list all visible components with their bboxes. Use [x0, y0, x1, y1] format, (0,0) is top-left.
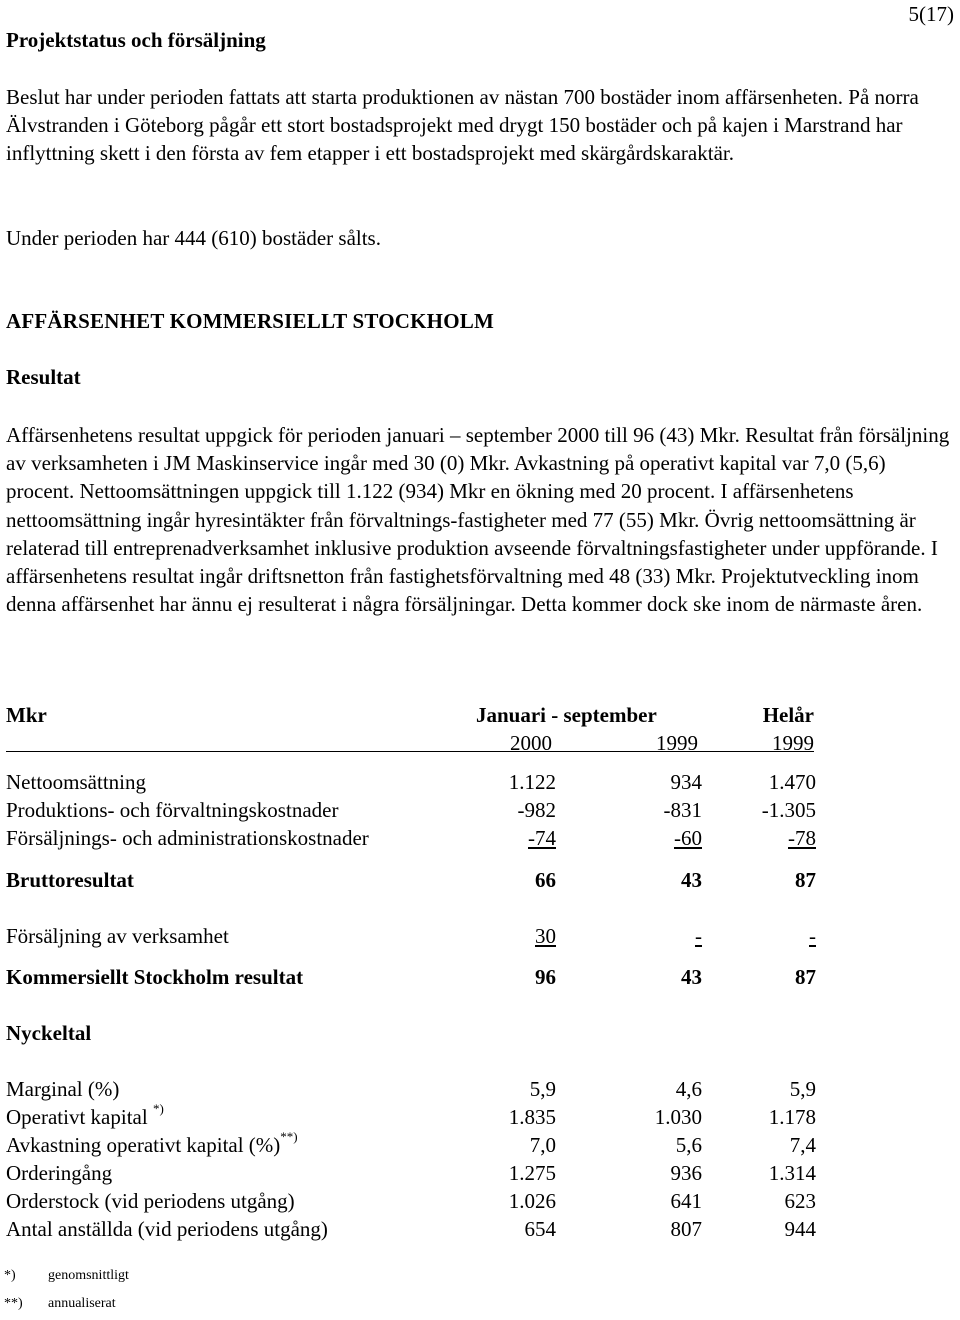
row-value: 66 [535, 868, 556, 892]
row-label: Försäljning av verksamhet [6, 924, 229, 948]
table-header-year-2: 1999 [656, 731, 698, 755]
row-value: 5,9 [789, 1077, 816, 1101]
heading-main: Projektstatus och försäljning [6, 28, 266, 52]
table-header-full-year: Helår [762, 703, 814, 727]
table-header-year-3: 1999 [772, 731, 814, 755]
row-label: Orderstock (vid periodens utgång) [6, 1189, 295, 1213]
row-label: Antal anställda (vid periodens utgång) [6, 1217, 328, 1241]
footnote-mark: **) [4, 1296, 23, 1311]
key-figure-row [6, 1217, 816, 1245]
row-value: 5,9 [529, 1077, 556, 1101]
row-value: 1.122 [508, 770, 556, 794]
footnote-text: genomsnittligt [48, 1268, 129, 1283]
row-value: - [809, 924, 816, 948]
row-value: 43 [681, 965, 702, 989]
table-row [6, 798, 816, 826]
footnote-ref: *) [152, 1101, 164, 1116]
row-value: 934 [670, 770, 702, 794]
page-number: 5(17) [908, 2, 954, 26]
row-value: 944 [784, 1217, 816, 1241]
row-label: Orderingång [6, 1161, 113, 1185]
row-value: 43 [681, 868, 702, 892]
row-value: -74 [528, 826, 556, 850]
row-value: 654 [524, 1217, 556, 1241]
row-value: 7,4 [789, 1133, 816, 1157]
footnote [4, 1296, 116, 1312]
row-value: 1.030 [654, 1105, 702, 1129]
table-header-year-1: 2000 [510, 731, 552, 755]
footnote-ref: **) [280, 1129, 298, 1144]
table-header-unit: Mkr [6, 703, 47, 727]
table-row-total [6, 868, 816, 896]
row-value: 87 [795, 965, 816, 989]
table-header-period: Januari - september [476, 703, 657, 727]
row-value: 87 [795, 868, 816, 892]
table-row [6, 770, 816, 798]
row-label: Marginal (%) [6, 1077, 120, 1101]
row-value: 96 [535, 965, 556, 989]
key-figures-heading [6, 1021, 816, 1049]
paragraph-sales: Under perioden har 444 (610) bostäder sålts. [6, 226, 381, 250]
row-value: 1.275 [508, 1161, 556, 1185]
row-label: Produktions- och förvaltningskostnader [6, 798, 339, 822]
paragraph-intro: Beslut har under perioden fattats att starta produktionen av nästan 700 bostäder inom affärsenheten. På norra Älvstranden i Göteborg pågår ett stort bostadsprojekt med drygt 150 bostäder och på kajen i Marstrand har inflyttning skett i den första av fem etapper i ett bostadsprojekt med skärgårdskaraktär. [6, 85, 919, 166]
row-value: 5,6 [675, 1133, 702, 1157]
row-label [6, 1129, 298, 1158]
section-heading: AFFÄRSENHET KOMMERSIELLT STOCKHOLM [6, 309, 494, 333]
row-value: -831 [663, 798, 702, 822]
key-figure-row [6, 1161, 816, 1189]
row-value: 623 [784, 1189, 816, 1213]
footnote-mark: *) [4, 1268, 16, 1283]
footnote [4, 1268, 129, 1284]
row-value: 936 [670, 1161, 702, 1185]
row-value: - [695, 924, 702, 948]
row-value: 641 [670, 1189, 702, 1213]
table-row [6, 924, 816, 952]
row-value: -982 [517, 798, 556, 822]
key-figure-row [6, 1077, 816, 1105]
row-label [6, 1101, 164, 1130]
row-label: Bruttoresultat [6, 868, 134, 892]
row-label: Kommersiellt Stockholm resultat [6, 965, 304, 989]
table-row-result [6, 965, 816, 993]
row-value: -1.305 [761, 798, 816, 822]
key-figures-title: Nyckeltal [6, 1021, 92, 1045]
row-value: 7,0 [529, 1133, 556, 1157]
row-value: 1.835 [508, 1105, 556, 1129]
footnote-text: annualiserat [48, 1296, 116, 1311]
row-value: -60 [674, 826, 702, 850]
row-label-text: Avkastning operativt kapital (%) [6, 1133, 281, 1157]
row-value: 1.470 [768, 770, 816, 794]
row-label-text: Operativt kapital [6, 1105, 148, 1129]
subheading-resultat: Resultat [6, 365, 81, 389]
key-figure-row [6, 1189, 816, 1217]
row-value: -78 [788, 826, 816, 850]
paragraph-result: Affärsenhetens resultat uppgick för perioden januari – september 2000 till 96 (43) Mkr. Resultat från försäljning av verksamheten i JM Maskinservice ingår med 30 (0) Mkr. Avkastning på operativt kapital var 7,0 (5,6) procent. Nettoomsättningen uppgick till 1.122 (934) Mkr en ökning med 20 procent. I affärsenhetens nettoomsättning ingår hyresintäkter från förvaltnings-fastigheter med 77 (55) Mkr. Övrig nettoomsättning är relaterad till entreprenadverksamhet inklusive produktion avseende förvaltningsfastigheter under uppförande. I affärsenhetens resultat ingår driftsnetton från fastighetsförvaltning med 48 (33) Mkr. Projektutveckling inom denna affärsenhet har ännu ej resulterat i några försäljningar. Detta kommer dock ske inom de närmaste åren. [6, 423, 950, 617]
key-figure-row [6, 1101, 816, 1133]
row-value: 1.314 [768, 1161, 816, 1185]
row-value: 30 [535, 924, 556, 948]
row-value: 4,6 [675, 1077, 702, 1101]
row-value: 1.026 [508, 1189, 556, 1213]
key-figure-row [6, 1129, 816, 1161]
row-value: 1.178 [768, 1105, 816, 1129]
row-label: Försäljnings- och administrationskostnader [6, 826, 369, 850]
row-label: Nettoomsättning [6, 770, 146, 794]
row-value: 807 [670, 1217, 702, 1241]
table-row [6, 826, 816, 854]
table-header-rule [6, 751, 814, 752]
